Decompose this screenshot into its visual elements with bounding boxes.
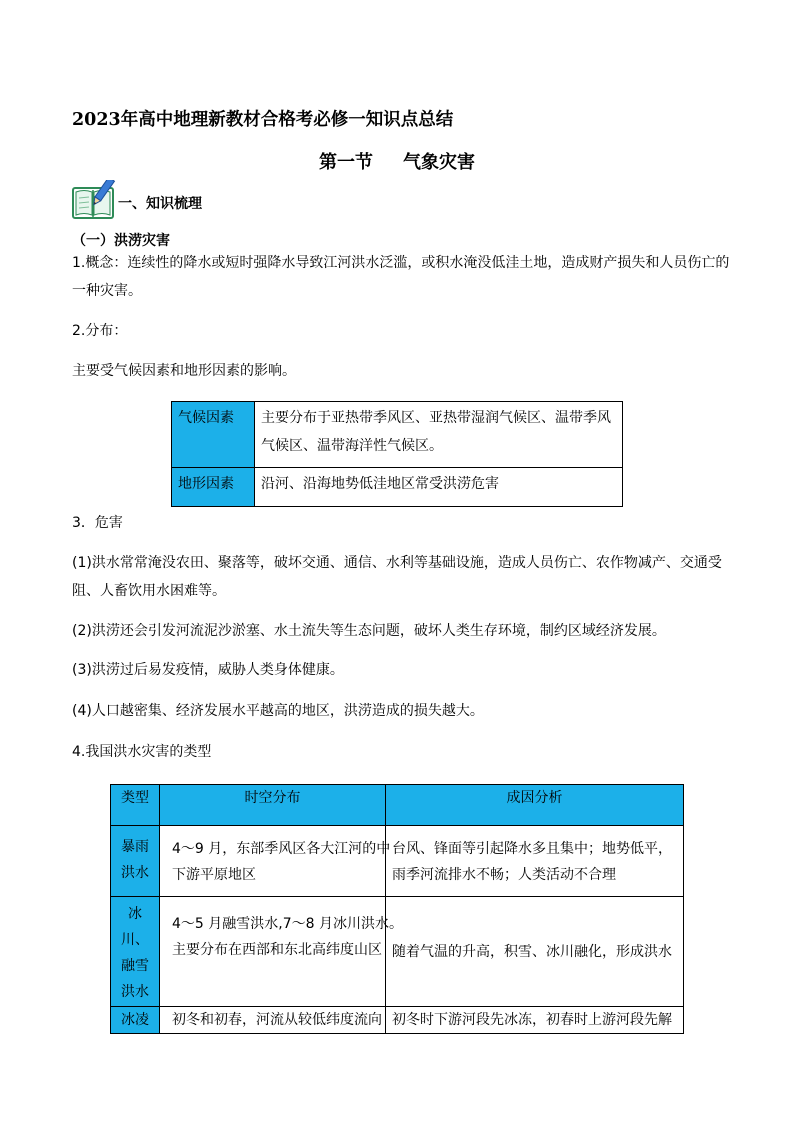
cause-cell	[386, 826, 684, 897]
factor-value-line: 气候区、温带海洋性气候区。	[261, 438, 443, 454]
heading-knowledge-review: 一、知识梳理	[118, 196, 202, 212]
distribution-line: 4～5 月融雪洪水,7～8 月冰川洪水。	[172, 916, 403, 932]
header-cell: 类型	[111, 785, 160, 826]
header-cell: 成因分析	[386, 785, 684, 826]
book-pencil-icon	[72, 180, 116, 220]
harm-paragraph-1	[72, 549, 732, 605]
distribution-label: 2.分布：	[72, 323, 128, 339]
type-cell	[111, 826, 160, 897]
harm-paragraph-2: (2)洪涝还会引发河流泥沙淤塞、水土流失等生态问题，破坏人类生存环境，制约区域经济发展。	[72, 623, 666, 639]
distribution-cell	[160, 826, 391, 897]
section-name: 气象灾害	[403, 152, 475, 173]
harm-paragraph-3: (3)洪涝过后易发疫情，威胁人类身体健康。	[72, 662, 344, 678]
distribution-cell	[160, 897, 403, 1007]
type-line: 冰川、	[121, 906, 149, 948]
type-line: 暴雨	[121, 839, 149, 855]
distribution-intro: 主要受气候因素和地形因素的影响。	[72, 363, 296, 379]
table-row	[172, 402, 623, 468]
table-row	[172, 468, 623, 507]
factor-key: 气候因素	[172, 402, 255, 468]
distribution-line: 主要分布在西部和东北高纬度山区	[172, 942, 382, 958]
cause-line: 雨季河流排水不畅；人类活动不合理	[392, 867, 616, 883]
factor-value	[255, 402, 623, 468]
table-row	[111, 897, 684, 1007]
concept-paragraph	[72, 249, 732, 305]
factor-key: 地形因素	[172, 468, 255, 507]
factor-value	[255, 468, 623, 507]
distribution-line: 4～9 月，东部季风区各大江河的中	[172, 841, 391, 857]
cause-cell	[386, 897, 684, 1007]
type-line: 洪水	[121, 984, 149, 1000]
document-title: 2023年高中地理新教材合格考必修一知识点总结	[72, 110, 454, 130]
cause-line: 随着气温的升高，积雪、冰川融化，形成洪水	[392, 943, 672, 960]
table-header-row	[111, 785, 684, 826]
factor-value-line: 沿河、沿海地势低洼地区常受洪涝危害	[261, 476, 499, 492]
distribution-line: 初冬和初春，河流从较低纬度流向	[172, 1012, 382, 1028]
distribution-cell	[160, 1007, 386, 1034]
harm-paragraph-4: (4)人口越密集、经济发展水平越高的地区，洪涝造成的损失越大。	[72, 703, 484, 719]
type-cell	[111, 1007, 160, 1034]
factor-value-line: 主要分布于亚热带季风区、亚热带湿润气候区、温带季风	[261, 410, 611, 426]
harm-label: 3．危害	[72, 515, 123, 531]
cause-cell	[386, 1007, 684, 1034]
type-line: 冰凌	[121, 1012, 149, 1028]
flood-types-table	[110, 784, 684, 1034]
type-line: 洪水	[121, 865, 149, 881]
cause-line: 台风、锋面等引起降水多且集中；地势低平，	[392, 841, 672, 857]
distribution-line: 下游平原地区	[172, 867, 256, 883]
header-cell: 时空分布	[160, 785, 386, 826]
type-line: 融雪	[121, 958, 149, 974]
section-number: 第一节	[319, 152, 373, 173]
harm-line: (1)洪水常常淹没农田、聚落等，破坏交通、通信、水利等基础设施，造成人员伤亡、农作物减产、交通受	[72, 555, 722, 571]
concept-line: 1.概念：连续性的降水或短时强降水导致江河洪水泛滥，或积水淹没低洼土地，造成财产损失和人员伤亡的	[72, 255, 730, 271]
concept-line: 一种灾害。	[72, 283, 142, 299]
type-cell	[111, 897, 160, 1007]
heading-flood-disaster: （一）洪涝灾害	[72, 233, 170, 249]
table-row	[111, 826, 684, 897]
factors-table	[171, 401, 623, 507]
table-row	[111, 1007, 684, 1034]
harm-line: 阻、人畜饮用水困难等。	[72, 583, 226, 599]
types-label: 4.我国洪水灾害的类型	[72, 744, 212, 760]
cause-line: 初冬时下游河段先冰冻，初春时上游河段先解	[392, 1012, 672, 1028]
section-title	[0, 148, 794, 174]
